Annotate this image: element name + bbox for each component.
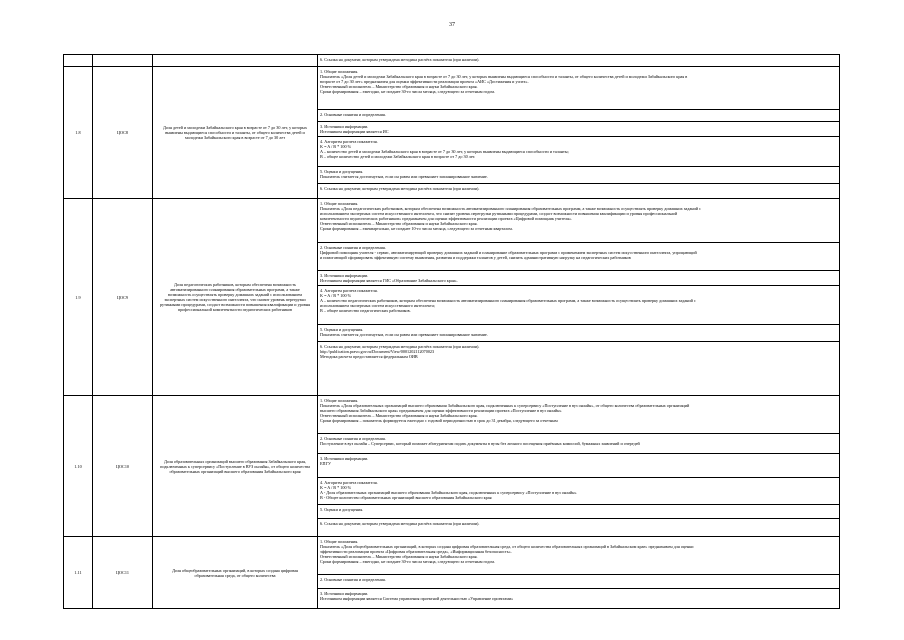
methodology-section xyxy=(318,342,840,396)
section-heading: 3. Источники информации. xyxy=(320,123,369,129)
section-heading: 5. Оценки и допущения. xyxy=(320,326,364,332)
section-heading: 5. Оценки и допущения. xyxy=(320,506,364,512)
section-heading: 2. Основные понятия и определения. xyxy=(320,576,386,582)
section-text: эффективности реализации проекта «Цифровая образовательная среда», «Информационная безопасность». xyxy=(320,548,512,554)
section-text: Показатель «Доля педагогических работников, которым обеспечена возможность автоматизированного планирования образовательных программ, а также возможность осуществлять проверку домашних заданий с xyxy=(320,205,701,211)
methodology-section xyxy=(318,478,840,505)
indicator-name: Доля общеобразовательных организаций, в которых создана цифровая образовательная среда, от общего количества xyxy=(153,537,318,609)
methodology-section xyxy=(318,519,840,537)
section-heading: 6. Ссылка на документ, которым утверждена методика расчёта показателя (при наличии). xyxy=(320,520,480,526)
methodology-section xyxy=(318,434,840,454)
section-heading: 3. Источники информации. xyxy=(320,590,369,596)
section-text: Ответственный исполнитель – Министерство образования и науки Забайкальского края. xyxy=(320,553,478,559)
section-text: Ответственный исполнитель – Министерство образования и науки Забайкальского края. xyxy=(320,412,478,418)
section-heading: 2. Основные понятия и определения. xyxy=(320,244,386,250)
indicator-name: Доля педагогических работников, которым обеспечена возможность автоматизированного планирования образовательных программ, а также возможность осуществлять проверку домашних заданий с использованием экспертных систем искусственного интеллекта, что снизит уровень перегрузки рутинными процедурами, создаст возможности повышения квалификации и уровня профессиональной компетентности педагогических работников xyxy=(153,199,318,396)
indicator-name xyxy=(153,55,318,67)
section-text: A – количество педагогических работников, которым обеспечена возможность автоматизированного планирования образовательных программ, а также возможность осуществлять проверку домашних заданий с xyxy=(320,297,696,303)
section-text: использованием экспертных систем искусственного интеллекта; xyxy=(320,302,435,308)
row-number xyxy=(64,55,93,67)
methodology-section xyxy=(318,454,840,478)
methodology-section xyxy=(318,575,840,589)
methodology-section xyxy=(318,199,840,243)
methodology-section xyxy=(318,243,840,271)
table-row xyxy=(64,537,840,575)
section-heading: 1. Общие положения. xyxy=(320,397,359,403)
indicator-name: Доля детей и молодежи Забайкальского края в возрасте от 7 до 30 лет, у которых выявлены выдающиеся способности и таланты, от общего количества детей и молодежи Забайкальского края в возрасте от 7 до 30 лет xyxy=(153,67,318,199)
methodology-section xyxy=(318,55,840,67)
section-text: Источником информации является Система управления проектной деятельностью «Управление проектами» xyxy=(320,595,514,601)
section-heading: 4. Алгоритм расчета показателя. xyxy=(320,479,378,485)
section-text: Сроки формирования – ежеквартально, не позднее 10-го числа месяца, следующего за отчетным кварталом. xyxy=(320,225,513,231)
methodology-section xyxy=(318,505,840,519)
section-text: Сроки формирования – ежегодно, не позднее 30-го числа месяца, следующего за отчетным годом. xyxy=(320,88,495,94)
section-text: Сроки формирования – ежегодно, не позднее 30-го числа месяца, следующего за отчетным годом. xyxy=(320,558,495,564)
row-number: 1.9 xyxy=(64,199,93,396)
section-heading: 6. Ссылка на документ, которым утверждена методика расчёта показателя (при наличии). xyxy=(320,56,480,62)
section-heading: 1. Общие положения. xyxy=(320,538,359,544)
section-text: Источником информации является ГИС «Образование Забайкальского края». xyxy=(320,277,458,283)
methodology-section xyxy=(318,122,840,137)
table-row xyxy=(64,55,840,67)
section-text: ЕПГУ xyxy=(320,460,331,466)
page-number: 37 xyxy=(449,22,455,28)
row-number: 1.11 xyxy=(64,537,93,609)
section-heading: 4. Алгоритм расчета показателя. xyxy=(320,287,378,293)
table-row xyxy=(64,67,840,110)
section-heading: 1. Общие положения. xyxy=(320,68,359,74)
methodology-section xyxy=(318,325,840,342)
section-text: использованием экспертных систем искусственного интеллекта, что снизит уровень перегрузки рутинными процедурами, создаст возможности повышения квалификации и уровня профессиональной xyxy=(320,210,678,216)
section-heading: 1. Общие положения. xyxy=(320,200,359,206)
section-text: Показатель считается достигнутым, если он равен или превышает запланированное значение. xyxy=(320,331,488,337)
section-text: возрасте от 7 до 30 лет» предназначен для оценки эффективности реализации проекта «АИС «Достижения и успех». xyxy=(320,78,529,84)
section-text: A - Доля образовательных организаций высшего образования Забайкальского края, подключенных к суперсервису «Поступление в вуз онлайн» xyxy=(320,489,577,495)
indicator-code xyxy=(93,55,153,67)
section-heading: 6. Ссылка на документ, которым утверждена методика расчёта показателя (при наличии). xyxy=(320,343,480,349)
indicator-code: ЦОС10 xyxy=(93,396,153,537)
methodology-section xyxy=(318,589,840,609)
methodology-section xyxy=(318,137,840,167)
section-text: B – общее количество педагогических работников. xyxy=(320,307,411,313)
table-row xyxy=(64,396,840,434)
section-heading: 4. Алгоритм расчета показателя. xyxy=(320,138,378,144)
methodology-section xyxy=(318,184,840,199)
methodology-section xyxy=(318,286,840,325)
row-number: 1.10 xyxy=(64,396,93,537)
methodology-section xyxy=(318,537,840,575)
table-row xyxy=(64,199,840,243)
section-text: K = A / B * 100 % xyxy=(320,143,352,149)
section-text: Источником информации является ИС xyxy=(320,128,389,134)
section-heading: 3. Источники информации. xyxy=(320,272,369,278)
section-text: Поступление в вуз онлайн – Суперсервис, который поможет абитуриентам подать документы в вузы без личного посещения приёмных комиссий, бумажных заявлений и очередей xyxy=(320,440,640,446)
row-number: 1.8 xyxy=(64,67,93,199)
section-text: http://publication.pravo.gov.ru/Document/View/0001202112070023 xyxy=(320,348,435,354)
section-text: и помогающий сформировать эффективную систему выявления, развития и поддержки талантов у детей, снизить административную нагрузку на педагогических работников xyxy=(320,254,631,260)
section-text: Показатель «Доля общеобразовательных организаций, в которых создана цифровая образовательная среда, от общего количества образовательных организаций в Забайкальском крае» предназначен для оценки xyxy=(320,543,694,549)
methodology-section xyxy=(318,396,840,434)
section-text: Показатель «Доля детей и молодежи Забайкальского края в возрасте от 7 до 30 лет, у которых выявлены выдающиеся способности и таланты, от общего количества детей и молодежи Забайкальского края в xyxy=(320,73,688,79)
section-heading: 6. Ссылка на документ, которым утверждена методика расчёта показателя (при наличии). xyxy=(320,185,480,191)
indicator-code: ЦОС9 xyxy=(93,199,153,396)
section-text: компетентности педагогических работников» предназначен для оценки эффективности реализации проекта «Цифровой помощник учителя». xyxy=(320,215,573,221)
section-heading: 2. Основные понятия и определения. xyxy=(320,111,386,117)
section-text: B – общее количество детей и молодежи Забайкальского края в возрасте от 7 до 30 лет. xyxy=(320,153,476,159)
indicator-code: ЦОС8 xyxy=(93,67,153,199)
section-text: высшего образования Забайкальского края» предназначен для оценки эффективности реализации проекта «Поступление в вуз онлайн» xyxy=(320,407,562,413)
section-text: K = A / B * 100 % xyxy=(320,484,352,490)
section-text: Ответственный исполнитель – Министерство образования и науки Забайкальского края. xyxy=(320,220,478,226)
indicator-methodology-table xyxy=(63,54,840,609)
section-text: Показатель «Доля образовательных организаций высшего образования Забайкальского края, подключенных к суперсервису «Поступление в вуз онлайн», от общего количества образовательных организаций xyxy=(320,402,690,408)
section-text: B - Общее количество образовательных организаций высшего образования Забайкальского края xyxy=(320,494,492,500)
methodology-section xyxy=(318,110,840,122)
section-heading: 3. Источники информации. xyxy=(320,455,369,461)
methodology-section xyxy=(318,167,840,184)
methodology-section xyxy=(318,271,840,286)
section-text: Показатель считается достигнутым, если он равен или превышает запланированное значение. xyxy=(320,173,488,179)
indicator-name: Доля образовательных организаций высшего образования Забайкальского края, подключенных к суперсервису «Поступление в ВУЗ онлайн», от общего количества образовательных организаций высшего образования Забайкальского края xyxy=(153,396,318,537)
methodology-section xyxy=(318,67,840,110)
section-text: Сроки формирования – показатель формируется ежегодно с годовой периодичностью в срок до 31 декабря, следующего за отчетным xyxy=(320,417,558,423)
section-heading: 5. Оценки и допущения. xyxy=(320,168,364,174)
section-text: K = A / B * 100 % xyxy=(320,292,352,298)
indicator-code: ЦОС11 xyxy=(93,537,153,609)
section-text: Цифровой помощник учителя - сервис, автоматизирующий проверку домашних заданий и планирование образовательных программ с применением экспертных систем искусственного интеллекта, упрощающий xyxy=(320,249,697,255)
section-text: Ответственный исполнитель – Министерство образования и науки Забайкальского края. xyxy=(320,83,478,89)
section-text: A – количество детей и молодежи Забайкальского края в возрасте от 7 до 30 лет, у которых выявлены выдающиеся способности и таланты; xyxy=(320,148,569,154)
section-heading: 2. Основные понятия и определения. xyxy=(320,435,386,441)
section-text: Методика расчета предоставляется федеральным ОИВ xyxy=(320,353,418,359)
